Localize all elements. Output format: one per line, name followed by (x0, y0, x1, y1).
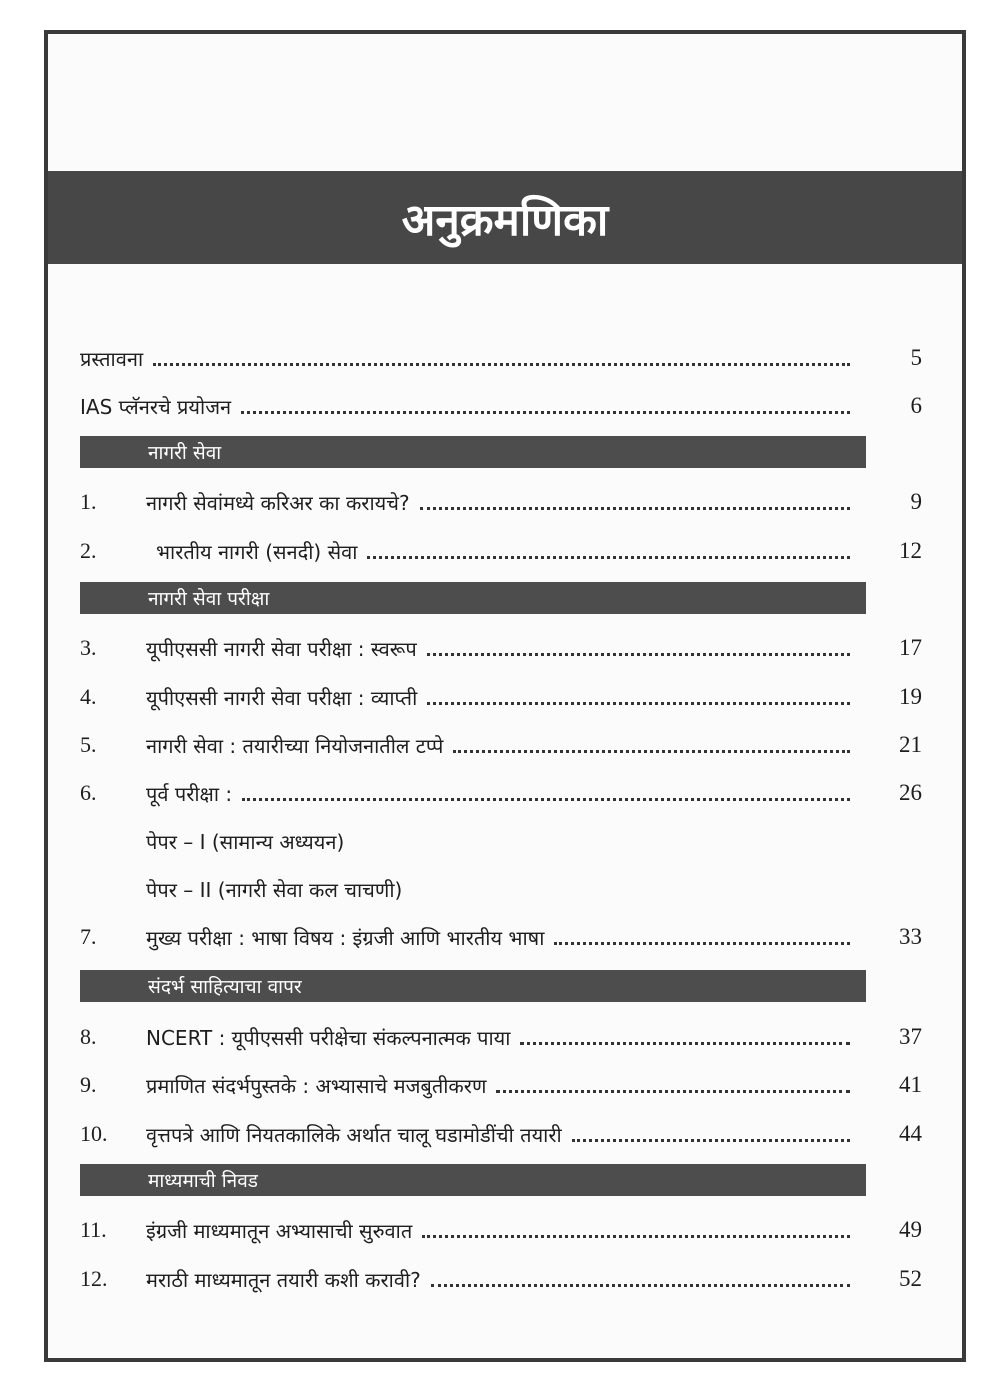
entry-title: यूपीएससी नागरी सेवा परीक्षा : व्याप्ती (146, 685, 418, 710)
entry-title: प्रस्तावना (80, 346, 144, 371)
toc-entry-preface[interactable] (80, 338, 922, 378)
entry-number: 4. (80, 684, 97, 709)
entry-title: नागरी सेवांमध्ये करिअर का करायचे? (146, 490, 410, 515)
contents-page-frame (44, 30, 966, 1362)
section-header (80, 436, 866, 468)
dot-leader (427, 702, 850, 705)
entry-title: प्रमाणित संदर्भपुस्तके : अभ्यासाचे मजबुतीकरण (146, 1073, 487, 1098)
entry-title: नागरी सेवा : तयारीच्या नियोजनातील टप्पे (146, 733, 444, 758)
section-header (80, 970, 866, 1002)
page-number: 19 (899, 684, 922, 709)
toc-entry[interactable] (80, 482, 922, 522)
dot-leader (572, 1139, 850, 1142)
section-header (80, 582, 866, 614)
toc-subentry[interactable]: पेपर – I (सामान्य अध्ययन) (146, 829, 345, 854)
section-title: नागरी सेवा परीक्षा (148, 588, 270, 610)
entry-number: 6. (80, 780, 97, 805)
dot-leader (496, 1090, 850, 1093)
dot-leader (153, 363, 850, 366)
toc-entry[interactable] (80, 1210, 922, 1250)
entry-title: वृत्तपत्रे आणि नियतकालिके अर्थात चालू घडामोडींची तयारी (146, 1122, 562, 1147)
section-title: नागरी सेवा (148, 442, 222, 464)
dot-leader (427, 653, 850, 656)
page-number: 12 (899, 538, 922, 563)
toc-entry-purpose[interactable] (80, 386, 922, 426)
dot-leader (431, 1284, 850, 1287)
page-number: 26 (899, 780, 922, 805)
entry-title: मराठी माध्यमातून तयारी कशी करावी? (146, 1267, 421, 1292)
entry-number: 1. (80, 489, 97, 514)
toc-entry[interactable] (80, 1114, 922, 1154)
entry-number: 10. (80, 1121, 108, 1146)
toc-entry[interactable] (80, 1017, 922, 1057)
entry-number: 9. (80, 1072, 97, 1097)
toc-entry[interactable] (80, 1259, 922, 1299)
toc-entry[interactable] (80, 628, 922, 668)
entry-title: मुख्य परीक्षा : भाषा विषय : इंग्रजी आणि भारतीय भाषा (146, 925, 545, 950)
dot-leader (422, 1235, 850, 1238)
entry-number: 2. (80, 538, 97, 563)
entry-number: 12. (80, 1266, 108, 1291)
dot-leader (241, 411, 850, 414)
toc-entry[interactable] (80, 725, 922, 765)
entry-title: NCERT : यूपीएससी परीक्षेचा संकल्पनात्मक पाया (146, 1025, 511, 1050)
entry-number: 3. (80, 635, 97, 660)
page-number: 33 (899, 924, 922, 949)
dot-leader (453, 750, 850, 753)
page-number: 52 (899, 1266, 922, 1291)
toc-entry[interactable] (80, 677, 922, 717)
page-number: 6 (910, 393, 922, 418)
dot-leader (554, 942, 850, 945)
page-number: 21 (899, 732, 922, 757)
page-number: 44 (899, 1121, 922, 1146)
page-number: 49 (899, 1217, 922, 1242)
toc-entry[interactable] (80, 917, 922, 957)
entry-title: यूपीएससी नागरी सेवा परीक्षा : स्वरूप (146, 636, 417, 661)
section-header (80, 1164, 866, 1196)
page-number: 41 (899, 1072, 922, 1097)
entry-title: पूर्व परीक्षा : (146, 781, 233, 806)
entry-title: इंग्रजी माध्यमातून अभ्यासाची सुरुवात (146, 1218, 413, 1243)
page-number: 9 (910, 489, 922, 514)
page-number: 37 (899, 1024, 922, 1049)
entry-number: 7. (80, 924, 97, 949)
dot-leader (242, 798, 850, 801)
page-title: अनुक्रमणिका (401, 194, 609, 246)
entry-number: 11. (80, 1217, 107, 1242)
dot-leader (520, 1042, 850, 1045)
toc-entry[interactable] (80, 773, 922, 813)
dot-leader (420, 507, 850, 510)
page-number: 5 (910, 345, 922, 370)
dot-leader (367, 556, 850, 559)
entry-number: 5. (80, 732, 97, 757)
section-title: संदर्भ साहित्याचा वापर (148, 976, 302, 998)
toc-entry[interactable] (80, 531, 922, 571)
entry-title: भारतीय नागरी (सनदी) सेवा (156, 539, 358, 564)
toc-subentry[interactable]: पेपर – II (नागरी सेवा कल चाचणी) (146, 877, 403, 902)
heading-banner (48, 171, 962, 264)
section-title: माध्यमाची निवड (148, 1170, 258, 1192)
entry-number: 8. (80, 1024, 97, 1049)
page-number: 17 (899, 635, 922, 660)
entry-title: IAS प्लॅनरचे प्रयोजन (80, 394, 232, 419)
toc-entry[interactable] (80, 1065, 922, 1105)
